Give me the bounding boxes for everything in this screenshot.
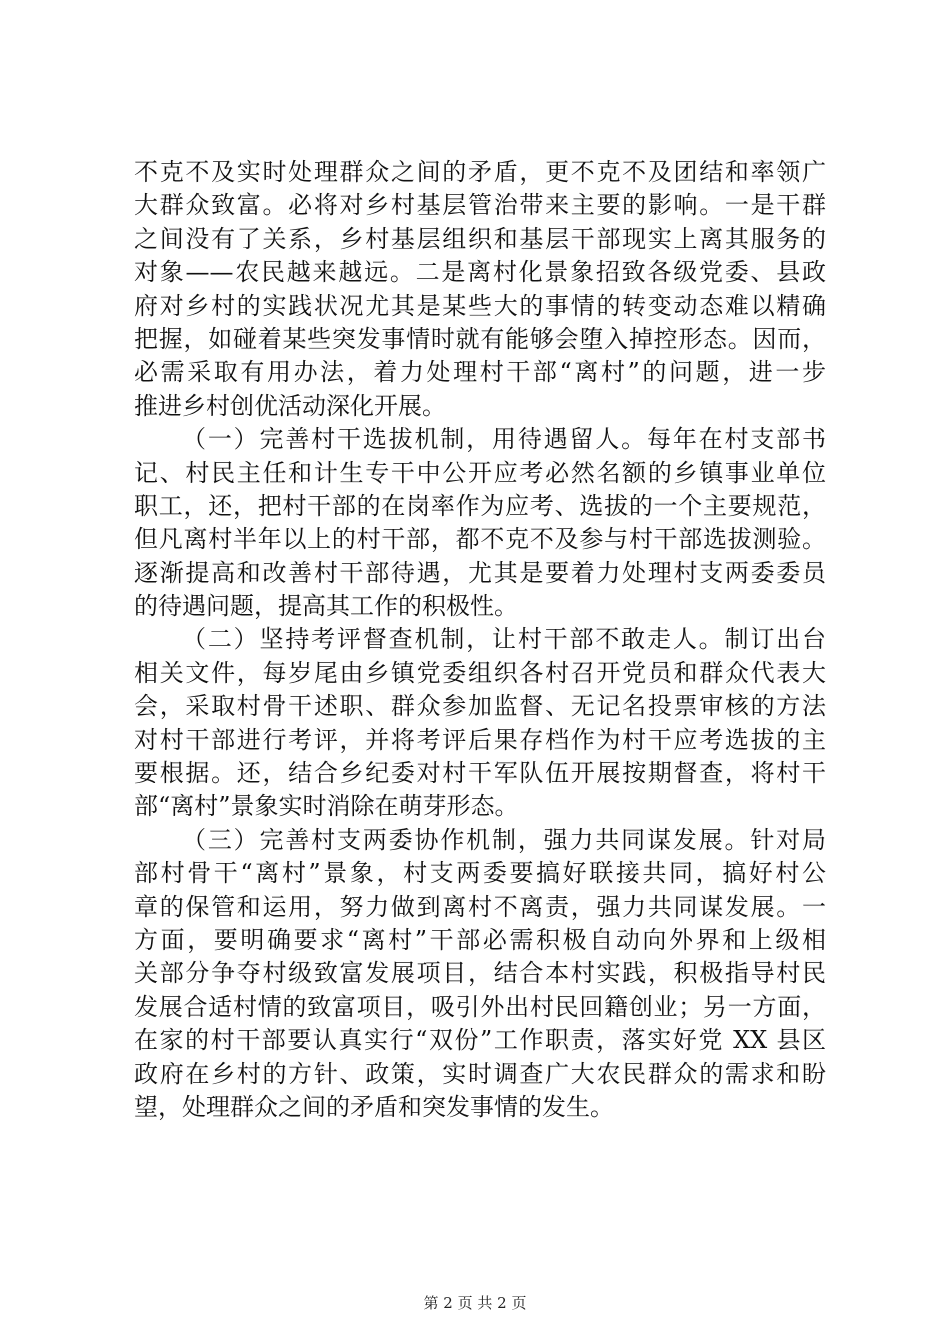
text-line: （一）完善村干选拔机制，用待遇留人。每年在村支部书: [182, 425, 826, 454]
text-line: 府对乡村的实践状况尤其是某些大的事情的转变动态难以精确: [134, 291, 826, 320]
text-line: 相关文件，每岁尾由乡镇党委组织各村召开党员和群众代表大: [134, 658, 826, 687]
paragraph-continuation: [134, 156, 826, 423]
paragraph-section-1: [134, 423, 826, 623]
text-line: 章的保管和运用，努力做到离村不离责，强力共同谋发展。一: [134, 892, 826, 921]
text-line: （三）完善村支两委协作机制，强力共同谋发展。针对局: [182, 825, 826, 854]
text-line: 望，处理群众之间的矛盾和突发事情的发生。: [134, 1092, 614, 1121]
text-line: 记、村民主任和计生专干中公开应考必然名额的乡镇事业单位: [134, 458, 826, 487]
paragraph-section-2: [134, 623, 826, 823]
text-line: 把握，如碰着某些突发事情时就有能够会堕入掉控形态。因而，: [134, 324, 826, 353]
text-line: 方面，要明确要求“离村”干部必需积极自动向外界和上级相: [134, 925, 826, 954]
text-line: 对象——农民越来越远。二是离村化景象招致各级党委、县政: [134, 258, 826, 287]
text-line: 逐渐提高和改善村干部待遇，尤其是要着力处理村支两委委员: [134, 558, 826, 587]
text-line: （二）坚持考评督查机制，让村干部不敢走人。制订出台: [182, 625, 826, 654]
paragraph-section-3: [134, 824, 826, 1125]
text-line: 部“离村”景象实时消除在萌芽形态。: [134, 792, 519, 821]
text-line: 但凡离村半年以上的村干部，都不克不及参与村干部选拔测验。: [134, 525, 826, 554]
text-line: 发展合适村情的致富项目，吸引外出村民回籍创业；另一方面，: [134, 992, 826, 1021]
text-line: 的待遇问题，提高其工作的积极性。: [134, 592, 518, 621]
text-line: 在家的村干部要认真实行“双份”工作职责，落实好党 XX 县区: [134, 1026, 826, 1055]
text-line: 不克不及实时处理群众之间的矛盾，更不克不及团结和率领广: [134, 158, 826, 186]
text-line: 要根据。还，结合乡纪委对村干军队伍开展按期督查，将村干: [134, 759, 826, 788]
text-line: 对村干部进行考评，并将考评后果存档作为村干应考选拔的主: [134, 725, 826, 754]
text-line: 必需采取有用办法，着力处理村干部“离村”的问题，进一步: [134, 358, 826, 387]
text-line: 关部分争夺村级致富发展项目，结合本村实践，积极指导村民: [134, 959, 826, 988]
page-number-footer: 第 2 页 共 2 页: [423, 1294, 527, 1312]
document-body: [134, 156, 826, 1124]
text-line: 会，采取村骨干述职、群众参加监督、无记名投票审核的方法: [134, 692, 826, 721]
text-line: 政府在乡村的方针、政策，实时调查广大农民群众的需求和盼: [134, 1059, 826, 1088]
text-line: 推进乡村创优活动深化开展。: [134, 391, 446, 420]
text-line: 之间没有了关系，乡村基层组织和基层干部现实上离其服务的: [134, 224, 826, 253]
text-line: 职工，还，把村干部的在岗率作为应考、选拔的一个主要规范，: [134, 491, 826, 520]
text-line: 部村骨干“离村”景象，村支两委要搞好联接共同，搞好村公: [134, 859, 826, 888]
text-line: 大群众致富。必将对乡村基层管治带来主要的影响。一是干群: [134, 191, 826, 220]
